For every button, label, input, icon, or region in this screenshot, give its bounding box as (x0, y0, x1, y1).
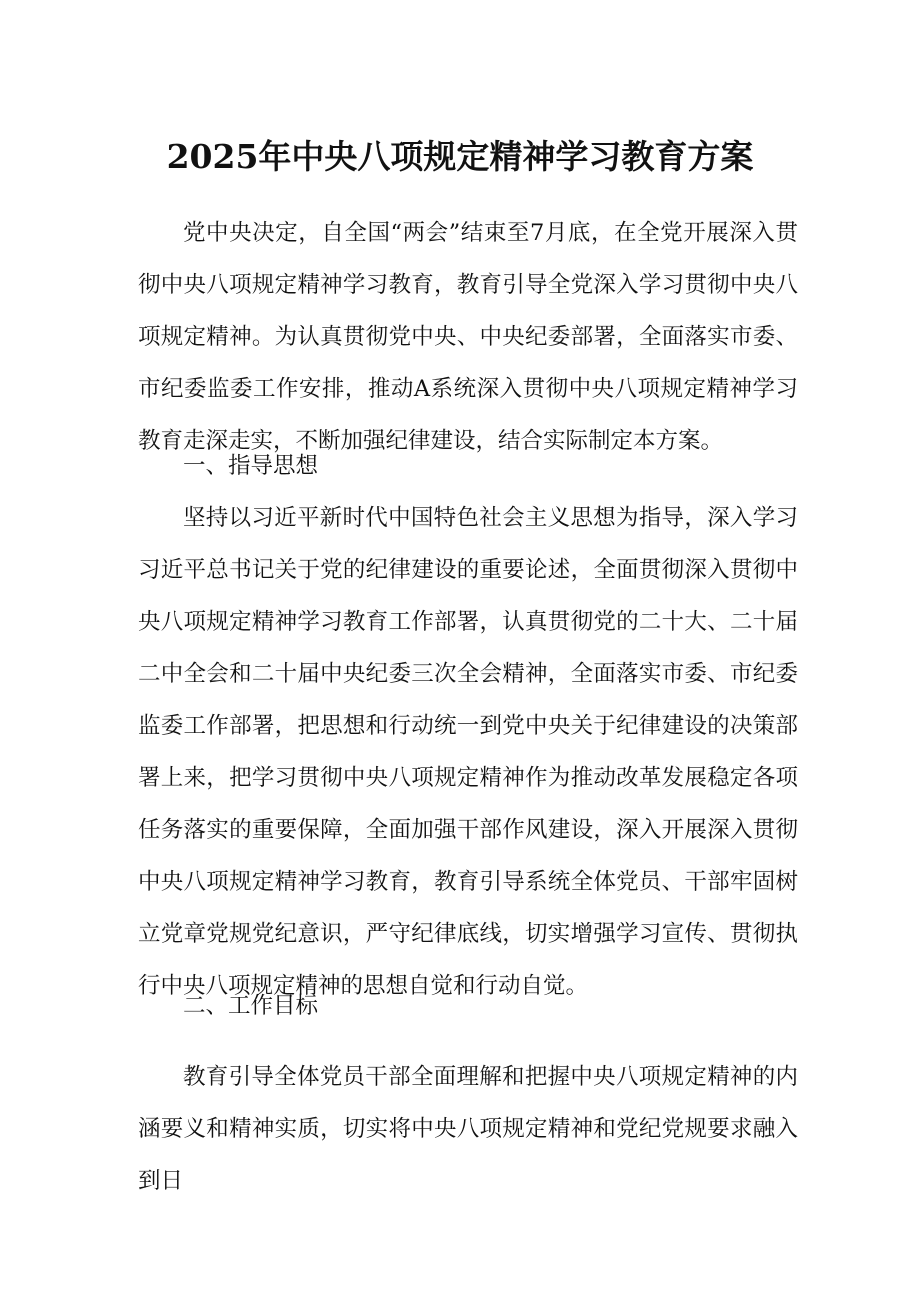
section-heading-work-goals: 二、工作目标 (183, 993, 319, 1019)
section-body-guiding-ideology: 坚持以习近平新时代中国特色社会主义思想为指导，深入学习习近平总书记关于党的纪律建设的重要论述，全面贯彻深入贯彻中央八项规定精神学习教育工作部署，认真贯彻党的二十大、二十届二中全会和二十届中央纪委三次全会精神，全面落实市委、市纪委监委工作部署，把思想和行动统一到党中央关于纪律建设的决策部署上来，把学习贯彻中央八项规定精神作为推动改革发展稳定各项任务落实的重要保障，全面加强干部作风建设，深入开展深入贯彻中央八项规定精神学习教育，教育引导系统全体党员、干部牢固树立党章党规党纪意识，严守纪律底线，切实增强学习宣传、贯彻执行中央八项规定精神的思想自觉和行动自觉。 (138, 505, 798, 999)
section-heading-guiding-ideology: 一、指导思想 (183, 453, 319, 479)
document-title: 2025年中央八项规定精神学习教育方案 (166, 137, 754, 177)
section-body-work-goals: 教育引导全体党员干部全面理解和把握中央八项规定精神的内涵要义和精神实质，切实将中央八项规定精神和党纪党规要求融入到日 (138, 1064, 798, 1194)
intro-paragraph: 党中央决定，自全国“两会”结束至7月底，在全党开展深入贯彻中央八项规定精神学习教育，教育引导全党深入学习贯彻中央八项规定精神。为认真贯彻党中央、中央纪委部署，全面落实市委、市纪委监委工作安排，推动A系统深入贯彻中央八项规定精神学习教育走深走实，不断加强纪律建设，结合实际制定本方案。 (138, 220, 798, 454)
